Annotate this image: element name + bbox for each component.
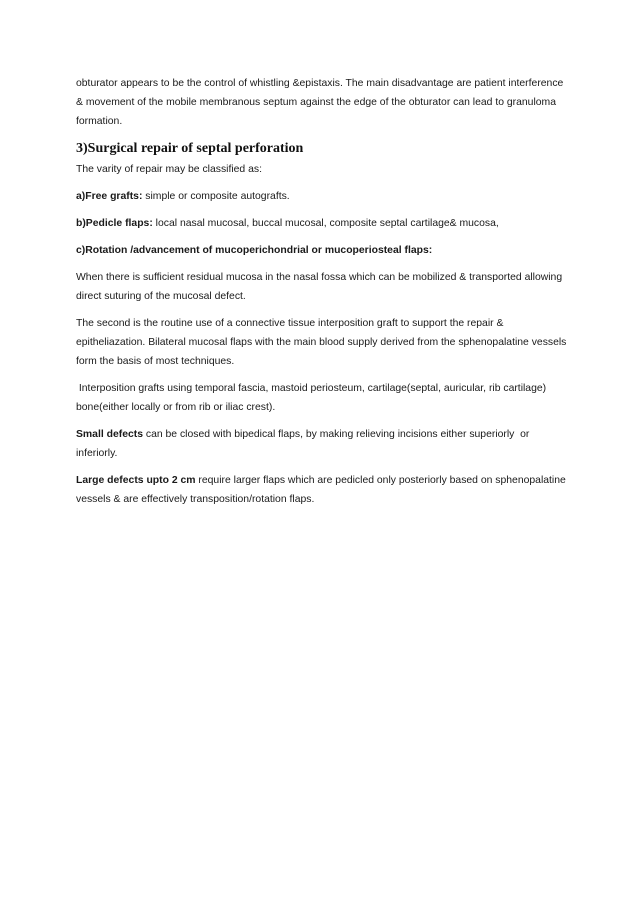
paragraph-graft-materials: Interposition grafts using temporal fascia, mastoid periosteum, cartilage(septal, auricular, rib cartilage) bone(either locally or from rib or iliac crest). bbox=[76, 383, 549, 413]
item-rotation-flaps bbox=[76, 241, 568, 260]
small-defects-label: Small defects bbox=[76, 429, 143, 440]
large-defects-text: require larger flaps which are pedicled only posteriorly based on sphenopalatine vessels & are effectively transposition/rotation flaps. bbox=[76, 475, 569, 505]
large-defects-label: Large defects upto 2 cm bbox=[76, 475, 196, 486]
document-body bbox=[76, 74, 568, 517]
paragraph-interposition-graft: The second is the routine use of a connective tissue interposition graft to support the repair & epitheliazation. Bilateral mucosal flaps with the main blood supply derived from the sphenopalatine vessels form the basis of most techniques. bbox=[76, 318, 567, 367]
item-large-defects bbox=[76, 471, 568, 509]
paragraph-classification: The varity of repair may be classified as: bbox=[76, 164, 262, 175]
item-free-grafts bbox=[76, 187, 568, 206]
free-grafts-label: a)Free grafts: bbox=[76, 191, 143, 202]
paragraph-residual-mucosa: When there is sufficient residual mucosa in the nasal fossa which can be mobilized & transported allowing direct suturing of the mucosal defect. bbox=[76, 272, 563, 302]
section-heading: 3)Surgical repair of septal perforation bbox=[76, 141, 304, 156]
item-small-defects bbox=[76, 425, 568, 463]
item-pedicle-flaps bbox=[76, 214, 568, 233]
pedicle-flaps-text: local nasal mucosal, buccal mucosal, composite septal cartilage& mucosa, bbox=[152, 218, 499, 229]
rotation-flaps-label: c)Rotation /advancement of mucoperichondrial or mucoperiosteal flaps: bbox=[76, 245, 433, 256]
paragraph-obturator: obturator appears to be the control of whistling &epistaxis. The main disadvantage are patient interference & movement of the mobile membranous septum against the edge of the obturator can lead to granuloma formation. bbox=[76, 78, 567, 127]
small-defects-text: can be closed with bipedical flaps, by making relieving incisions either superiorly or inferiorly. bbox=[76, 429, 533, 459]
pedicle-flaps-label: b)Pedicle flaps: bbox=[76, 218, 153, 229]
free-grafts-text: simple or composite autografts. bbox=[142, 191, 290, 202]
